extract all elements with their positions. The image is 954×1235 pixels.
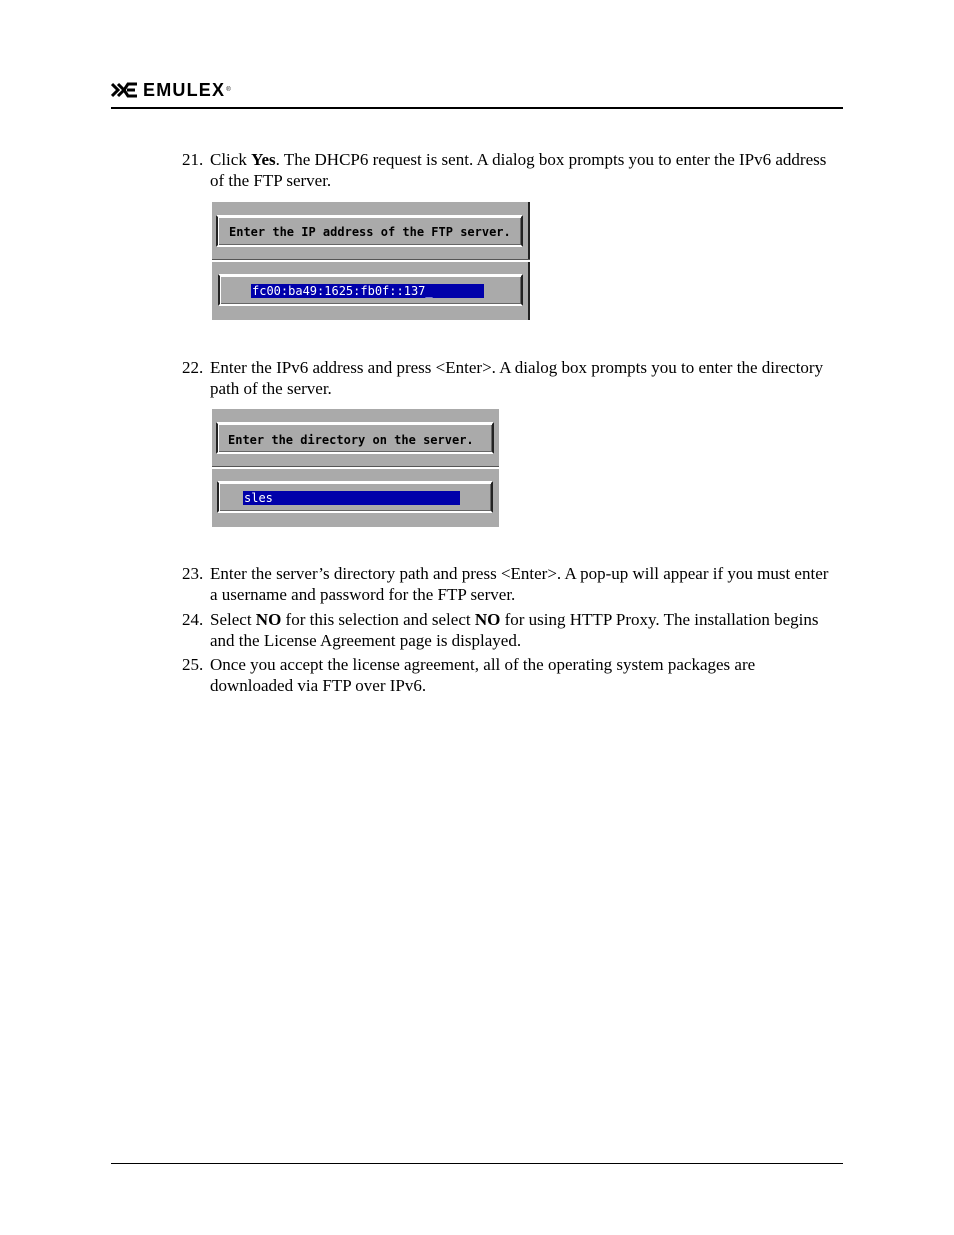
step-text-part: for using HTTP Proxy. The installation begins and the License Agreement page is displayed. — [210, 610, 819, 650]
directory-dialog — [212, 409, 499, 527]
step-text: Enter the IPv6 address and press <Enter>. A dialog box prompts you to enter the directory path of the server. — [210, 358, 824, 398]
step-text — [210, 149, 832, 191]
footer-rule — [111, 1163, 843, 1164]
no-emphasis: NO — [255, 610, 282, 629]
step-21 — [182, 149, 832, 191]
ftp-address-input[interactable]: fc00:ba49:1625:fb0f::137_ — [251, 284, 484, 298]
dialog-divider — [212, 259, 530, 262]
step-text-part: Select — [210, 610, 256, 629]
header-rule — [111, 107, 843, 109]
directory-input[interactable]: sles — [243, 491, 460, 505]
step-text: Once you accept the license agreement, all of the operating system packages are downloaded via FTP over IPv6. — [210, 655, 756, 695]
no-emphasis: NO — [474, 610, 501, 629]
step-text — [210, 609, 832, 651]
dialog-divider — [212, 466, 499, 469]
step-25 — [182, 654, 832, 696]
step-text-part: . The DHCP6 request is sent. A dialog box prompts you to enter the IPv6 address of the FTP server. — [210, 150, 827, 190]
emulex-mark-icon — [111, 82, 139, 98]
step-24 — [182, 609, 832, 651]
step-22 — [182, 357, 832, 399]
step-23 — [182, 563, 832, 605]
step-number: 22. — [182, 358, 204, 377]
step-text-part: for this selection and select — [281, 610, 475, 629]
step-number: 21. — [182, 150, 204, 169]
ftp-address-dialog — [212, 202, 530, 320]
step-text: Enter the server’s directory path and press <Enter>. A pop-up will appear if you must enter a username and password for the FTP server. — [210, 564, 829, 604]
directory-prompt-text: Enter the directory on the server. — [228, 433, 474, 447]
step-number: 25. — [182, 655, 204, 674]
step-text-part: Click — [210, 150, 252, 169]
yes-emphasis: Yes — [251, 150, 276, 169]
step-number: 24. — [182, 610, 204, 629]
emulex-logo — [111, 80, 231, 100]
step-number: 23. — [182, 564, 204, 583]
logo-trademark: ® — [226, 87, 231, 93]
logo-wordmark: EMULEX — [143, 80, 226, 100]
ftp-prompt-text: Enter the IP address of the FTP server. — [229, 225, 511, 239]
